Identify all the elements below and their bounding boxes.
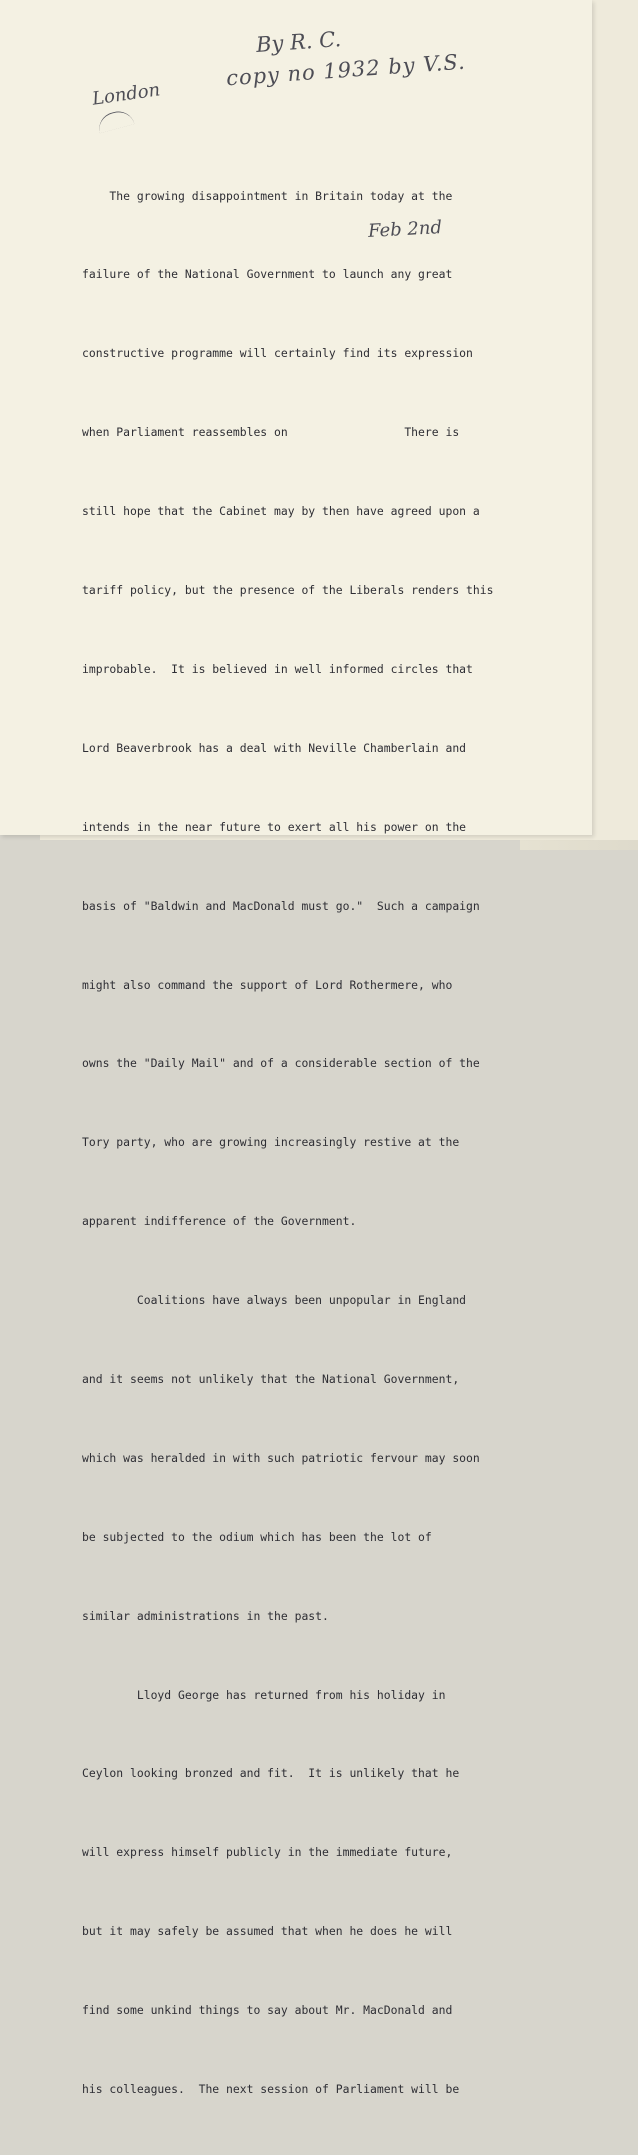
text-line: find some unkind things to say about Mr. MacDonald and — [82, 2003, 453, 2018]
text-line: might also command the support of Lord Rothermere, who — [82, 977, 453, 992]
text-line: Tory party, who are growing increasingly restive at the — [82, 1135, 460, 1150]
text-line: similar administrations in the past. — [82, 1608, 329, 1623]
text-line: which was heralded in with such patriotic fervour may soon — [82, 1450, 480, 1465]
text-line: and it seems not unlikely that the National Government, — [82, 1371, 460, 1386]
text-line: apparent indifference of the Government. — [82, 1214, 357, 1229]
text-line: Coalitions have always been unpopular in England — [82, 1293, 467, 1308]
typed-body-text — [82, 130, 582, 2155]
text-line: when Parliament reassembles on There is — [82, 425, 460, 440]
text-line: owns the "Daily Mail" and of a considerable section of the — [82, 1056, 480, 1071]
handwritten-place-name: London — [90, 79, 162, 110]
text-line: failure of the National Government to launch any great — [82, 267, 453, 282]
text-line: tariff policy, but the presence of the Liberals renders this — [82, 583, 494, 598]
text-line: constructive programme will certainly find its expression — [82, 346, 473, 361]
text-line: his colleagues. The next session of Parliament will be — [82, 2081, 460, 2096]
text-line: The growing disappointment in Britain today at the — [82, 188, 453, 203]
text-line: Lloyd George has returned from his holiday in — [82, 1687, 446, 1702]
text-line: intends in the near future to exert all his power on the — [82, 819, 467, 834]
handwritten-note-line1: By R. C. — [255, 27, 342, 57]
text-line: but it may safely be assumed that when he does he will — [82, 1924, 453, 1939]
text-line: Ceylon looking bronzed and fit. It is unlikely that he — [82, 1766, 460, 1781]
text-line: still hope that the Cabinet may by then have agreed upon a — [82, 504, 480, 519]
handwritten-date-insert: Feb 2nd — [367, 217, 443, 242]
text-line: improbable. It is believed in well informed circles that — [82, 661, 473, 676]
text-line: Lord Beaverbrook has a deal with Neville Chamberlain and — [82, 740, 467, 755]
handwritten-note-line2: copy no 1932 by V.S. — [225, 49, 467, 91]
text-line: be subjected to the odium which has been the lot of — [82, 1529, 432, 1544]
text-line: basis of "Baldwin and MacDonald must go." Such a campaign — [82, 898, 480, 913]
text-line: will express himself publicly in the immediate future, — [82, 1845, 453, 1860]
